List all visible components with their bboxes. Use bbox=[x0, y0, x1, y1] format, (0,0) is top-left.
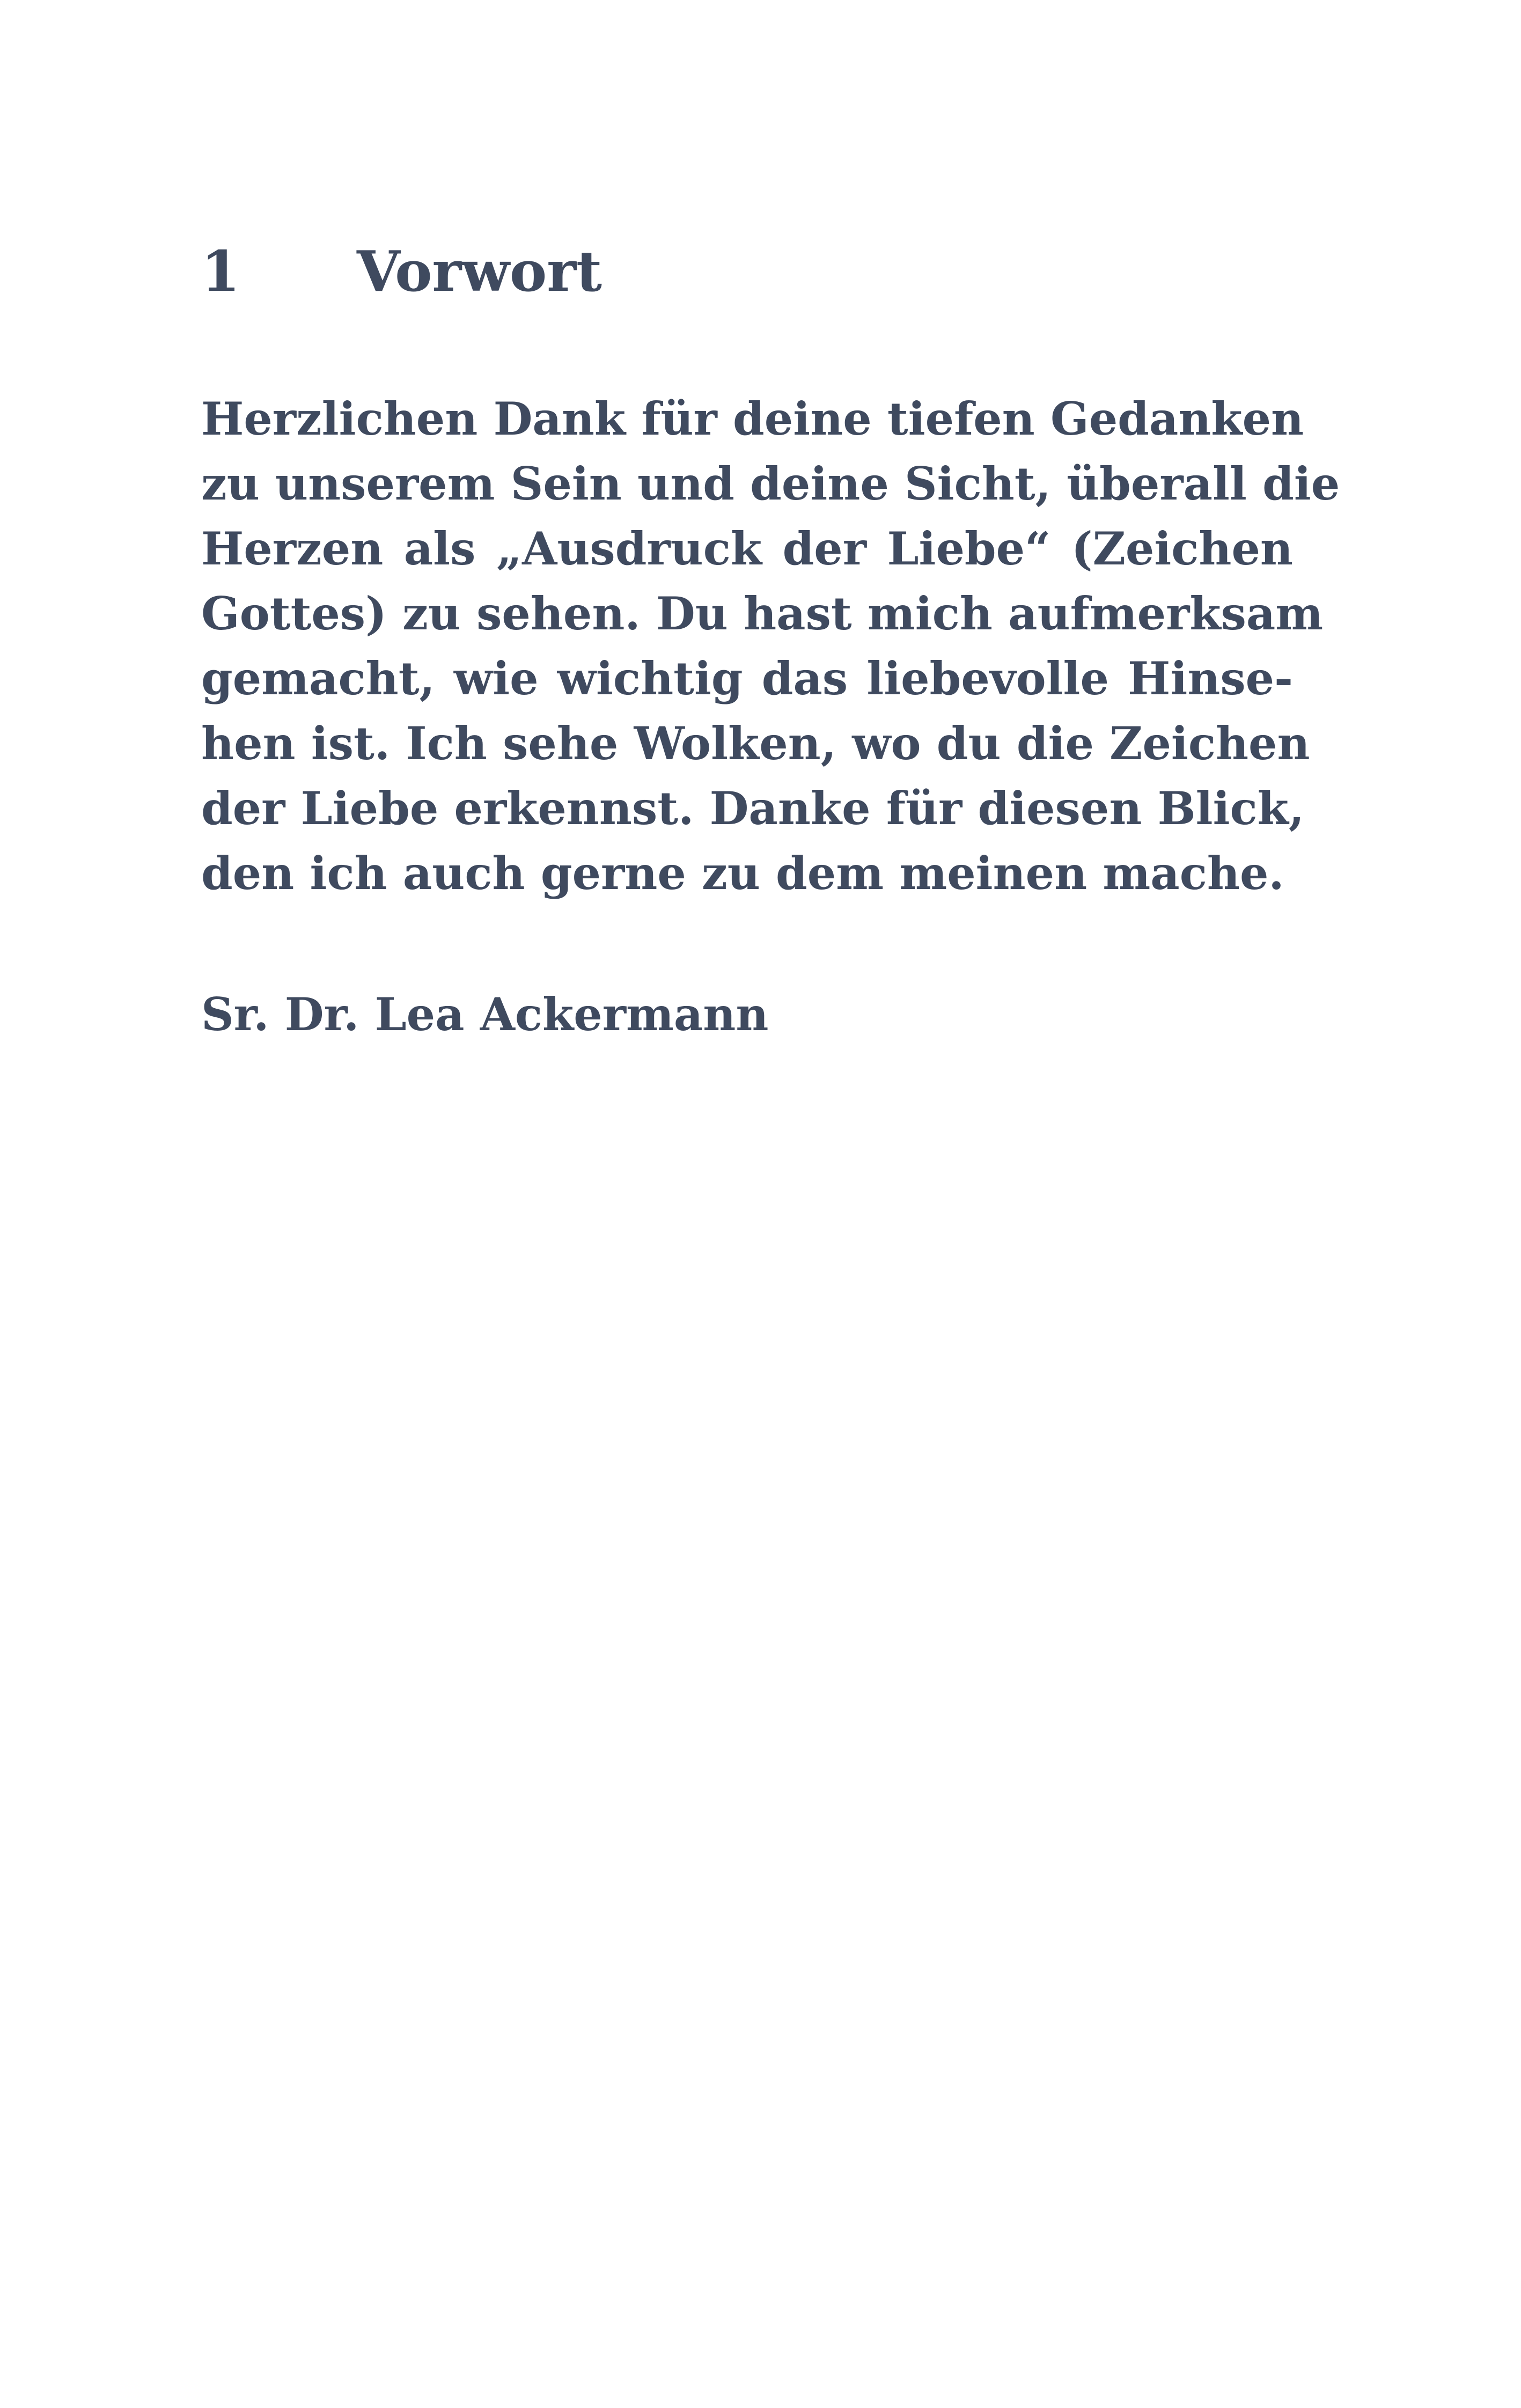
paragraph-line: den ich auch gerne zu dem meinen mache. bbox=[201, 847, 1284, 900]
chapter-title: Vorwort bbox=[357, 238, 602, 304]
author-signature: Sr. Dr. Lea Ackermann bbox=[201, 988, 769, 1041]
paragraph-line: Herzlichen Dank für deine tiefen Gedanken bbox=[201, 392, 1304, 445]
paragraph-line: hen ist. Ich sehe Wolken, wo du die Zeichen bbox=[201, 717, 1310, 770]
chapter-number: 1 bbox=[201, 238, 240, 304]
paragraph-line: Gottes) zu sehen. Du hast mich aufmerksam bbox=[201, 587, 1324, 640]
foreword-paragraph bbox=[201, 386, 1340, 906]
paragraph-line: gemacht, wie wichtig das liebevolle Hinse- bbox=[201, 652, 1293, 705]
paragraph-line: der Liebe erkennst. Danke für diesen Blick, bbox=[201, 782, 1305, 835]
paragraph-line: Herzen als „Ausdruck der Liebe“ (Zeichen bbox=[201, 522, 1293, 575]
paragraph-line: zu unserem Sein und deine Sicht, überall die bbox=[201, 457, 1340, 510]
